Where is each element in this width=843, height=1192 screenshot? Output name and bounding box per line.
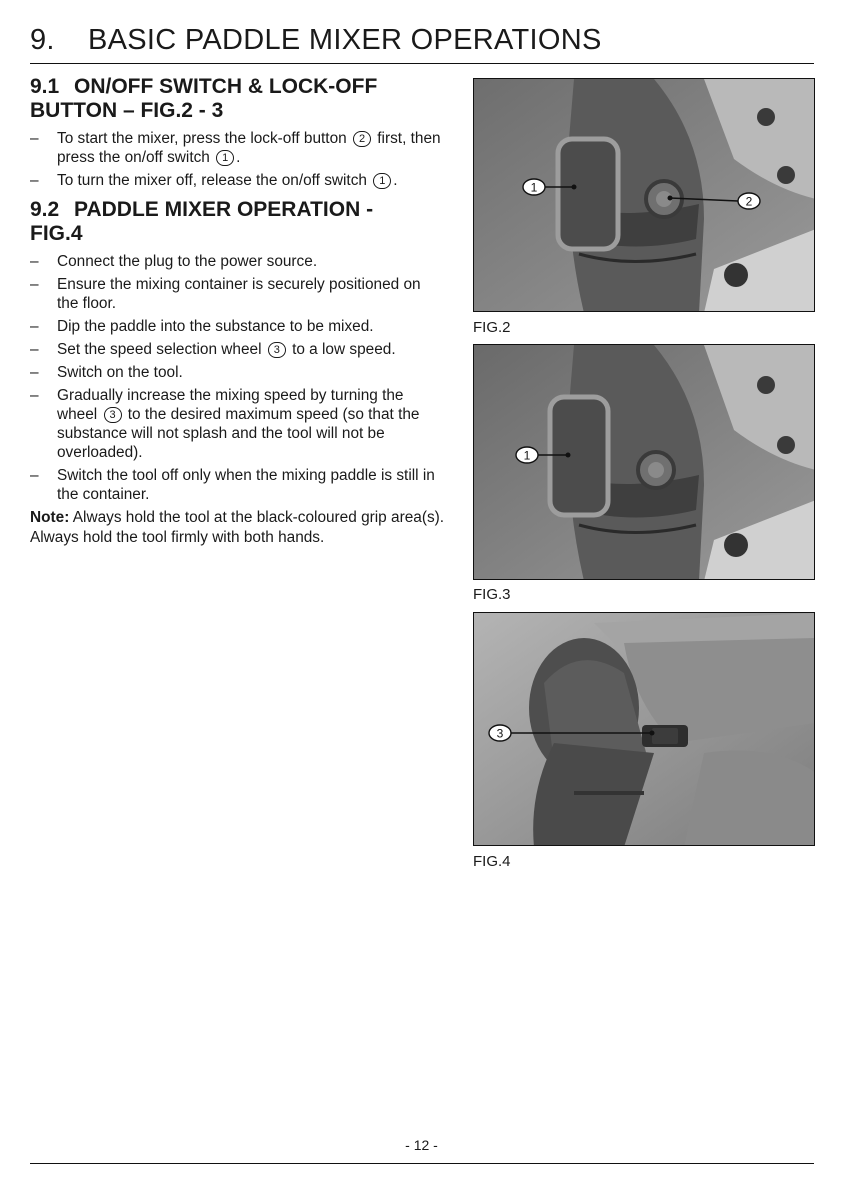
fig2-callout-2: 2 xyxy=(745,194,753,209)
figure-4-caption: FIG.4 xyxy=(473,853,511,870)
section-heading-9-2 xyxy=(30,198,445,246)
item-text: To start the mixer, press the lock-off button xyxy=(57,130,347,147)
section-title-line1: PADDLE MIXER OPERATION - xyxy=(74,198,374,221)
list-item xyxy=(30,340,445,359)
dash-bullet: – xyxy=(30,253,39,270)
section-title-line2: FIG.4 xyxy=(30,222,83,245)
callout-number-icon: 1 xyxy=(373,173,391,189)
dash-bullet: – xyxy=(30,341,39,358)
dash-bullet: – xyxy=(30,467,39,484)
dash-bullet: – xyxy=(30,172,39,189)
list-item xyxy=(30,171,445,190)
footer-rule xyxy=(30,1163,814,1164)
note-text: Always hold the tool at the black-coloured grip area(s). Always hold the tool firmly with both hands. xyxy=(30,509,445,546)
list-item xyxy=(30,386,445,462)
dash-bullet: – xyxy=(30,387,39,404)
figure-2-caption: FIG.2 xyxy=(473,319,511,336)
item-text: Dip the paddle into the substance to be mixed. xyxy=(57,318,374,335)
list-item xyxy=(30,317,445,336)
list-item xyxy=(30,275,445,313)
item-text: Connect the plug to the power source. xyxy=(57,253,318,270)
dash-bullet: – xyxy=(30,364,39,381)
page-number: - 12 - xyxy=(405,1137,438,1153)
figure-2-photo xyxy=(473,78,815,312)
list-item xyxy=(30,363,445,382)
chapter-title: BASIC PADDLE MIXER OPERATIONS xyxy=(88,24,602,56)
note-paragraph xyxy=(30,508,445,548)
item-text: Switch the tool off only when the mixing paddle is still in the container. xyxy=(57,467,435,503)
dash-bullet: – xyxy=(30,318,39,335)
figure-3-caption: FIG.3 xyxy=(473,586,511,603)
item-text: Ensure the mixing container is securely positioned on the floor. xyxy=(57,276,421,312)
item-text: . xyxy=(393,172,398,189)
callout-number-icon: 2 xyxy=(353,131,371,147)
fig3-callout-1: 1 xyxy=(523,448,531,463)
list-item xyxy=(30,252,445,271)
figure-4-photo xyxy=(473,612,815,846)
section-number: 9.2 xyxy=(30,198,60,221)
item-text: to the desired maximum speed (so that the substance will not splash and the tool will not be overloaded). xyxy=(57,406,420,461)
page-title xyxy=(30,22,602,58)
list-item xyxy=(30,129,445,167)
item-text: To turn the mixer off, release the on/off switch xyxy=(57,172,367,189)
section-title-line1: ON/OFF SWITCH & LOCK-OFF xyxy=(74,75,378,98)
section-9-1-list xyxy=(30,129,445,190)
chapter-number: 9. xyxy=(30,24,55,56)
fig4-callout-3: 3 xyxy=(496,726,504,741)
fig2-callout-1: 1 xyxy=(530,180,538,195)
section-heading-9-1 xyxy=(30,75,445,123)
text-column xyxy=(30,75,445,548)
dash-bullet: – xyxy=(30,130,39,147)
item-text: Switch on the tool. xyxy=(57,364,183,381)
callout-number-icon: 3 xyxy=(268,342,286,358)
item-text: to a low speed. xyxy=(292,341,396,358)
section-number: 9.1 xyxy=(30,75,60,98)
header-rule xyxy=(30,63,814,64)
callout-number-icon: 3 xyxy=(104,407,122,423)
item-text: Gradually increase the mixing speed by turning the wheel xyxy=(57,387,404,423)
note-label: Note: xyxy=(30,509,70,526)
section-9-2-list xyxy=(30,252,445,504)
callout-number-icon: 1 xyxy=(216,150,234,166)
figure-3-photo xyxy=(473,344,815,580)
item-text: . xyxy=(236,149,241,166)
item-text: first, then press the on/off switch xyxy=(57,130,441,166)
item-text: Set the speed selection wheel xyxy=(57,341,262,358)
section-title-line2: BUTTON – FIG.2 - 3 xyxy=(30,99,224,122)
dash-bullet: – xyxy=(30,276,39,293)
list-item xyxy=(30,466,445,504)
